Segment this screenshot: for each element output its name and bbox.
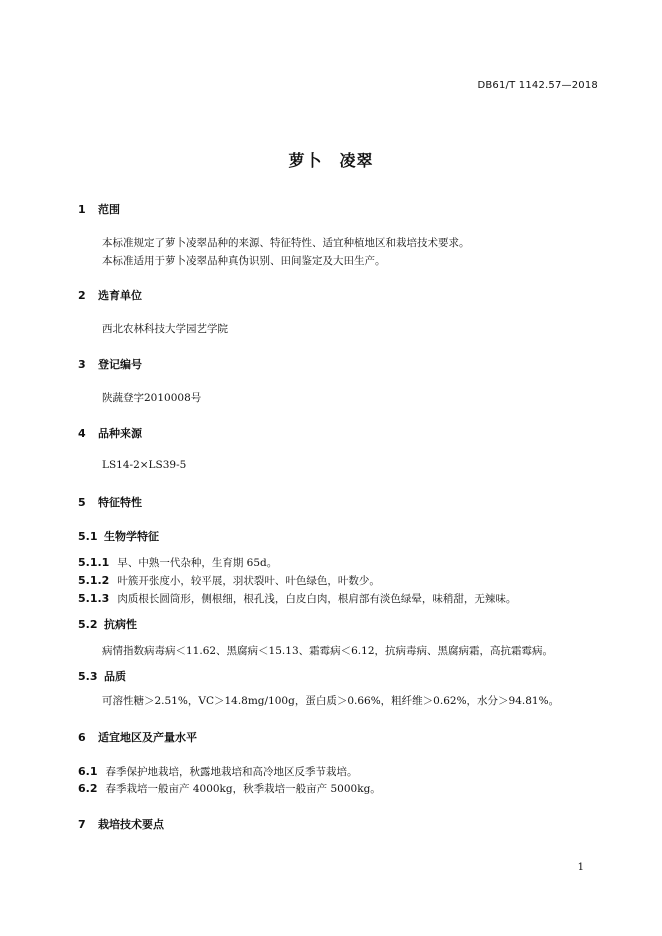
scope-paragraph-1: 本标准规定了萝卜凌翠品种的来源、特征特性、适宜种植地区和栽培技术要求。 [102, 237, 470, 249]
document-title: 萝卜 凌翠 [288, 151, 374, 170]
subsection-title: 生物学特征 [104, 530, 159, 543]
standard-code: DB61/T 1142.57—2018 [477, 80, 598, 91]
registration-number-text: 陕蔬登字2010008号 [102, 392, 202, 404]
clause-5-1-3 [78, 591, 516, 606]
clause-number: 6.2 [78, 782, 98, 795]
clause-text: 早、中熟一代杂种，生育期 65d。 [117, 557, 278, 569]
page-number: 1 [577, 862, 584, 873]
section-number: 4 [78, 427, 86, 440]
section-title: 范围 [98, 203, 120, 216]
section-heading-suitable-region [78, 729, 197, 745]
subsection-number: 5.3 [78, 670, 98, 683]
clause-6-2 [78, 781, 381, 796]
quality-text: 可溶性糖＞2.51%，VC＞14.8mg/100g，蛋白质＞0.66%，粗纤维＞0.62%，水分＞94.81%。 [102, 695, 560, 707]
clause-text: 肉质根长圆筒形，侧根细，根孔浅，白皮白肉，根肩部有淡色绿晕，味稍甜，无辣味。 [117, 593, 517, 605]
clause-text: 春季栽培一般亩产 4000kg，秋季栽培一般亩产 5000kg。 [105, 783, 381, 795]
disease-resistance-text: 病情指数病毒病＜11.62、黑腐病＜15.13、霜霉病＜6.12，抗病毒病、黑腐病霜，高抗霜霉病。 [102, 645, 553, 657]
section-title: 特征特性 [98, 496, 142, 509]
subsection-number: 5.1 [78, 530, 98, 543]
section-number: 5 [78, 496, 86, 509]
subsection-heading-disease-resistance [78, 616, 137, 632]
section-number: 1 [78, 203, 86, 216]
section-heading-breeding-unit [78, 287, 142, 303]
section-title: 登记编号 [98, 358, 142, 371]
section-number: 3 [78, 358, 86, 371]
section-title: 适宜地区及产量水平 [98, 731, 197, 744]
clause-text: 春季保护地栽培，秋露地栽培和高冷地区反季节栽培。 [105, 766, 358, 778]
subsection-number: 5.2 [78, 618, 98, 631]
subsection-heading-quality [78, 668, 126, 684]
scope-paragraph-2: 本标准适用于萝卜凌翠品种真伪识别、田间鉴定及大田生产。 [102, 255, 386, 267]
subsection-title: 品质 [104, 670, 126, 683]
section-title: 品种来源 [98, 427, 142, 440]
variety-origin-text: LS14-2×LS39-5 [102, 459, 187, 471]
section-heading-variety-origin [78, 425, 142, 441]
clause-5-1-2 [78, 573, 380, 588]
clause-number: 5.1.1 [78, 556, 110, 569]
breeding-unit-text: 西北农林科技大学园艺学院 [102, 323, 228, 335]
section-heading-scope [78, 201, 120, 217]
section-heading-registration [78, 356, 142, 372]
clause-5-1-1 [78, 555, 277, 570]
section-heading-cultivation [78, 816, 164, 832]
section-number: 6 [78, 731, 86, 744]
clause-6-1 [78, 764, 358, 779]
clause-text: 叶簇开张度小，较平展，羽状裂叶、叶色绿色，叶数少。 [117, 575, 380, 587]
subsection-title: 抗病性 [104, 618, 137, 631]
subsection-heading-biological [78, 528, 159, 544]
section-title: 选育单位 [98, 289, 142, 302]
clause-number: 5.1.2 [78, 574, 110, 587]
clause-number: 5.1.3 [78, 592, 110, 605]
section-number: 7 [78, 818, 86, 831]
section-number: 2 [78, 289, 86, 302]
section-title: 栽培技术要点 [98, 818, 164, 831]
section-heading-characteristics [78, 494, 142, 510]
clause-number: 6.1 [78, 765, 98, 778]
